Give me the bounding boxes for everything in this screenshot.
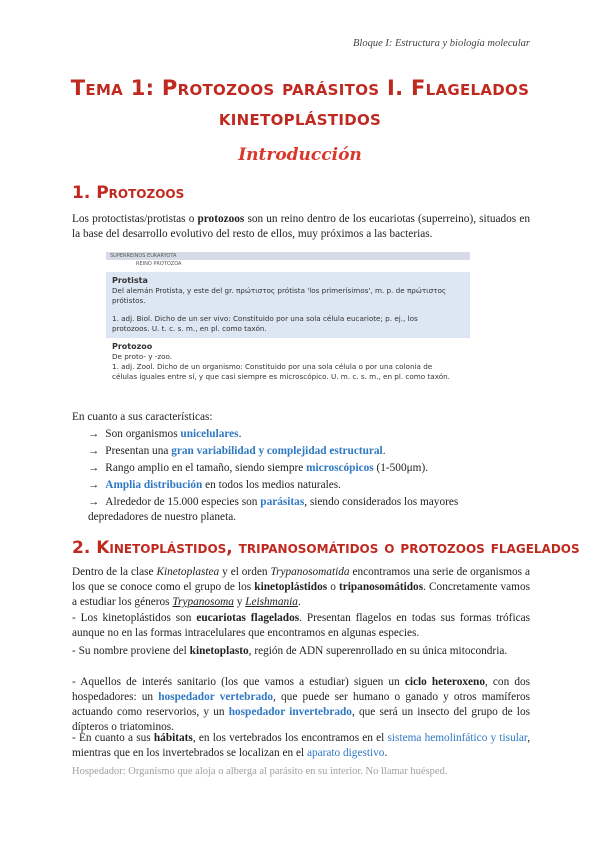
paragraph-intro: Los protoctistas/protistas o protozoos son un reino dentro de los eucariotas (superreino), situados en la base del desarrollo evolutivo del resto de ellos, muy próximos a las bacterias.: [72, 213, 530, 240]
paragraph-habitats: - En cuanto a sus hábitats, en los vertebrados los encontramos en el sistema hemolinfático y tisular, mientras que en los invertebrados se localizan en el aparato digestivo.: [72, 732, 531, 759]
dict-def: prótistos.: [112, 296, 146, 305]
dict-bar-sub: REINO PROTOZOA: [136, 261, 182, 267]
dict-entry-protozoo: [106, 338, 470, 386]
dict-def: Del alemán Protista, y este del gr. πρώτιστος prótista 'los primerísimos', m. p. de πρώτιστος: [112, 286, 447, 295]
page-title: Tema 1: Protozoos parásitos I. Flagelados: [70, 76, 530, 100]
dict-term: Protozoo: [112, 342, 153, 351]
dict-def: células iguales entre sí, y que casi siempre es microscópico. U. m. c. s. m., en pl. como taxón.: [112, 372, 450, 381]
paragraph-kinetoplasto: - Su nombre proviene del kinetoplasto, región de ADN superenrollado en su única mitocondria.: [72, 645, 508, 657]
dict-def: De proto- y -zoo.: [112, 352, 173, 361]
page-title-line2: kinetoplástidos: [218, 106, 382, 130]
dictionary-figure: [106, 252, 470, 398]
dict-bar: SUPERREINOS EUKARYOTA: [106, 252, 470, 260]
section-heading-protozoos: 1. Protozoos: [72, 183, 185, 203]
arrow-icon: →: [88, 428, 100, 440]
page-header: Bloque I: Estructura y biología molecular: [352, 38, 530, 49]
dict-def: protozoos. U. t. c. s. m., en pl. como taxón.: [112, 324, 267, 333]
list-item-continuation: depredadores de nuestro planeta.: [88, 511, 237, 523]
arrow-icon: →: [88, 479, 100, 491]
section-heading-kinetoplastidos: 2. Kinetoplástidos, tripanosomátidos o protozoos flagelados: [72, 538, 580, 558]
dict-def: 1. adj. Biol. Dicho de un ser vivo: Constituido por una sola célula eucariote; p. ej., los: [112, 314, 418, 323]
list-item: → Son organismos unicelulares.: [88, 428, 242, 440]
paragraph-kinetoplastidos: Dentro de la clase Kinetoplastea y el orden Trypanosomatida encontramos una serie de organismos a los que se conoce como el grupo de los kinetoplástidos o tripanosomátidos. Concretamente vamos a estudiar los géneros Trypanosoma y Leishmania.: [72, 566, 530, 608]
dict-term: Protista: [112, 276, 148, 285]
dict-entry-protista: [106, 272, 470, 338]
arrow-icon: →: [88, 445, 100, 457]
list-item: → Alrededor de 15.000 especies son parásitas, siendo considerados los mayores: [88, 496, 459, 508]
arrow-icon: →: [88, 462, 100, 474]
list-item: → Rango amplio en el tamaño, siendo siempre microscópicos (1-500μm).: [88, 462, 429, 474]
section-subtitle: Introducción: [238, 145, 362, 165]
dict-def: 1. adj. Zool. Dicho de un organismo: Constituido por una sola célula o por una colonia de: [112, 362, 433, 371]
paragraph-ciclo: - Aquellos de interés sanitario (los que vamos a estudiar) siguen un ciclo heteroxeno, con dos hospedadores: un hospedador vertebrado, que puede ser humano o ganado y otros mamíferos actuando como reservorios, y un hospedador invertebrado, que será un insecto del grupo de los dípteros o triatominos.: [72, 676, 531, 733]
arrow-icon: →: [88, 496, 100, 508]
list-item: → Amplia distribución en todos los medios naturales.: [88, 479, 341, 491]
footnote: Hospedador: Organismo que aloja o alberga al parásito en su interior. No llamar huésped.: [72, 766, 448, 777]
paragraph-characteristics: En cuanto a sus características:: [72, 411, 213, 423]
list-item: → Presentan una gran variabilidad y complejidad estructural.: [88, 445, 386, 457]
paragraph-flagelados: - Los kinetoplástidos son eucariotas flagelados. Presentan flagelos en todas sus formas tróficas aunque no en las formas intracelulares que encontramos en algunas especies.: [72, 612, 531, 639]
